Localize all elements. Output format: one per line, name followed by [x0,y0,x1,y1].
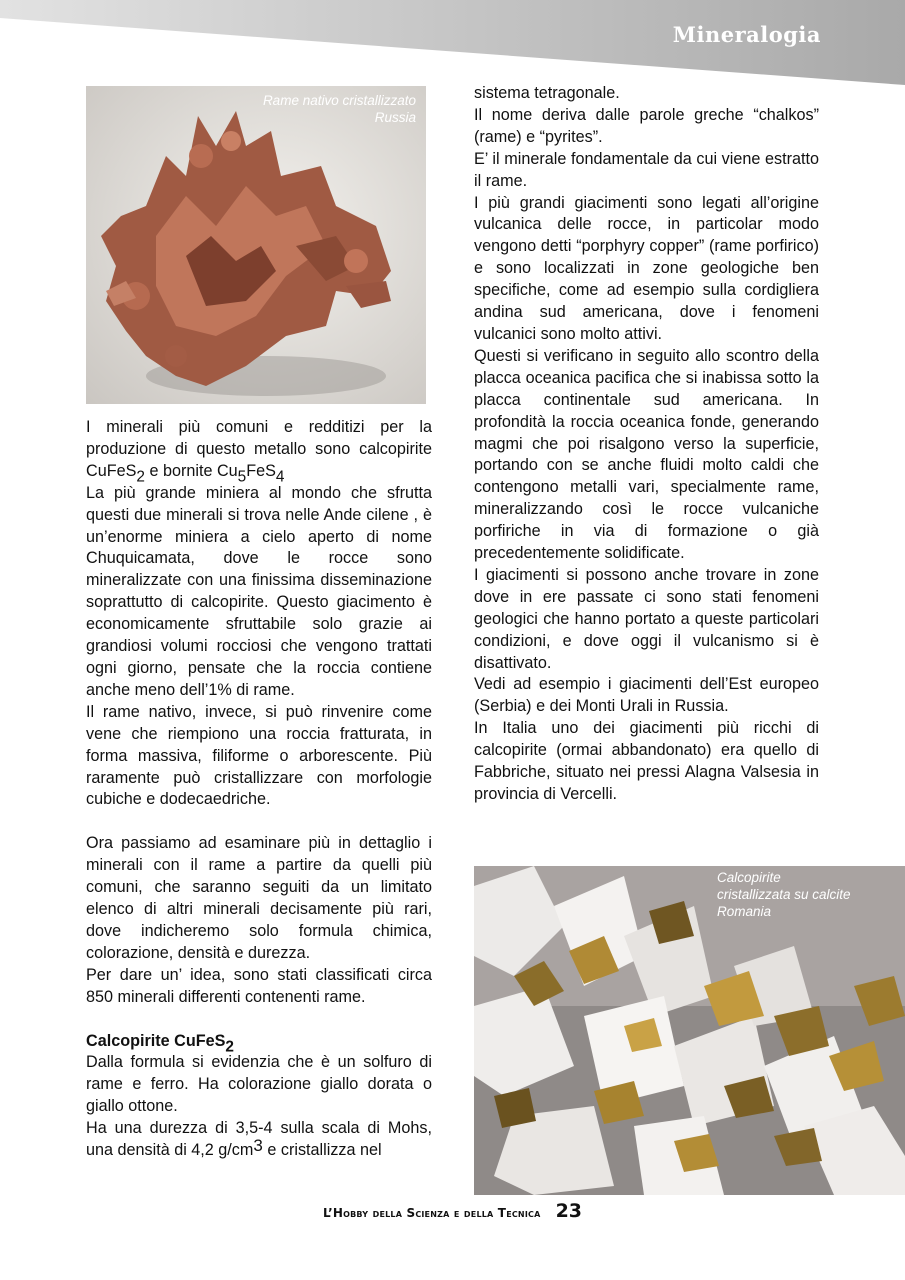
section-heading-calcopirite: Calcopirite CuFeS$_2$ [86,1031,234,1055]
paragraph: Il rame nativo, invece, si può rinvenire come vene che riempiono una roccia fratturata, in forma massiva, filiforme o arborescente. Più raramente può cristallizzare con morfologie cubiche e dodecaedriche. [86,702,432,809]
caption-line: cristallizzata su calcite [717,887,851,902]
paragraph: Dalla formula si evidenzia che è un solfuro di rame e ferro. Ha colorazione giallo dorata o giallo ottone. [86,1053,432,1116]
photo-caption [717,869,851,920]
paragraph: I giacimenti si possono anche trovare in zone dove in ere passate ci sono stati fenomeni geologici che hanno portato a queste particolari condizioni, e dove oggi il vulcanismo si è disattivato. [474,565,819,672]
paragraph: Vedi ad esempio i giacimenti dell’Est europeo (Serbia) e dei Monti Urali in Russia. [474,675,819,716]
section-title: Mineralogia [672,22,821,47]
paragraph: Il nome deriva dalle parole greche “chalkos” (rame) e “pyrites”. [474,105,819,146]
paragraph: I minerali più comuni e redditizi per la produzione di questo metallo sono calcopirite CuFeS$_2$ e bornite $Cu_5FeS_4$ [86,418,432,486]
paragraph: E’ il minerale fondamentale da cui viene estratto il rame. [474,149,819,190]
paragraph: Ha una durezza di 3,5-4 sulla scala di Mohs, una densità di 4,2 $g/cm^3$ e cristallizza nel [86,1119,432,1160]
caption-line: Romania [717,904,772,919]
photo-caption [263,92,416,126]
caption-line: Russia [374,110,416,125]
paragraph: Per dare un’ idea, sono stati classificati circa 850 minerali differenti contenenti rame. [86,965,432,1006]
caption-line: Rame nativo cristallizzato [262,93,416,108]
paragraph: I più grandi giacimenti sono legati all’origine vulcanica delle rocce, in particolar modo vengono detti “porphyry copper” (rame porfirico) e sono localizzati in zone geologiche ben specifiche, come ad esempio sulla cordigliera andina sud americana, dove i fenomeni vulcanici sono molto attivi. [474,193,819,343]
photo-native-copper [86,86,426,404]
left-column [86,417,432,1162]
page-number: 23 [555,1200,583,1222]
right-column [474,83,819,806]
photo-chalcopyrite [474,866,905,1195]
paragraph: La più grande miniera al mondo che sfrutta questi due minerali si trova nelle Ande cilene , è un’enorme miniera a cielo aperto di nome Chuquicamata, dove le rocce sono mineralizzate con una finissima disseminazione soprattutto di calcopirite. Questo giacimento è economicamente sfruttabile solo grazie ai grandiosi volumi rocciosi che vengono trattati ogni giorno, pensate che la roccia contiene anche meno dell’1% di rame. [86,483,432,699]
paragraph: Questi si verificano in seguito allo scontro della placca oceanica pacifica che si inabissa sotto la placca continentale sud americana. In profondità la roccia oceanica fonde, generando magmi che poi risalgono verso la superficie, portando con se anche fluidi molto caldi che contengono metalli vari, specialmente rame, mineralizzando così le rocce vulcaniche porfiriche in via di formazione o già precedentemente solidificate. [474,346,819,563]
caption-line: Calcopirite [717,870,781,885]
paragraph: sistema tetragonale. [474,84,620,102]
page-footer [0,1200,905,1222]
paragraph: In Italia uno dei giacimenti più ricchi di calcopirite (ormai abbandonato) era quello di Fabbriche, situato nei pressi Alagna Valsesia in provincia di Vercelli. [474,719,819,803]
magazine-title: L’Hobby della Scienza e della Tecnica [322,1206,541,1220]
paragraph: Ora passiamo ad esaminare più in dettaglio i minerali con il rame a partire da quelli più comuni, che saranno seguiti da un limitato elenco di altri minerali decisamente più rari, dove indicheremo solo formula chimica, colorazione, densità e durezza. [86,834,432,962]
